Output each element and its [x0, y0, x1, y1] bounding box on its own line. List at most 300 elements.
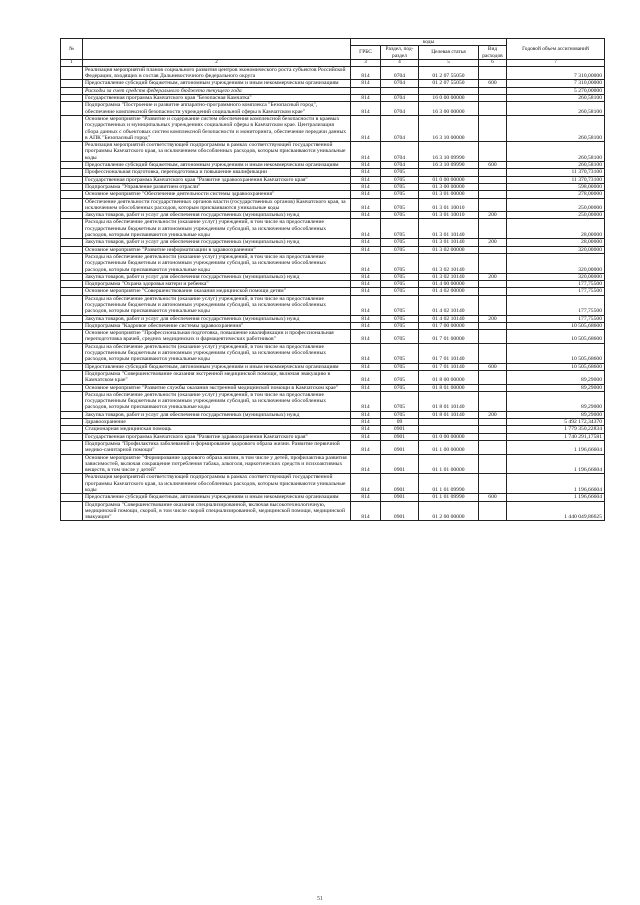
- row-razdel-cell: 0705: [381, 183, 419, 190]
- row-grbs-cell: 814: [351, 370, 381, 384]
- row-sum-cell: 89,29000: [507, 411, 605, 418]
- table-body: [61, 66, 605, 521]
- row-sum-cell: 10 505,68600: [507, 363, 605, 370]
- row-name-cell: Подпрограмма "Совершенствование оказания экстренной медицинской помощи, включая эвакуацию в Камчатском крае": [83, 370, 351, 384]
- row-name-cell: Основное мероприятие "Профессиональная подготовка, повышение квалификации и профессиональная переподготовка врачей, средних медицинских и фармацевтических работников": [83, 330, 351, 344]
- row-cst-cell: 01 3 01 10010: [419, 212, 479, 219]
- budget-table: [60, 38, 605, 521]
- row-grbs-cell: 814: [351, 246, 381, 253]
- row-razdel-cell: 0705: [381, 198, 419, 212]
- row-num-cell: [61, 295, 83, 315]
- row-razdel-cell: 0705: [381, 281, 419, 288]
- header-cst: Целевая статья: [419, 46, 479, 60]
- row-name-cell: Подпрограмма "Построение и развитие аппаратно-программного комплекса "Безопасный город", обеспечение комплексной безопасности учреждений социальной сферы в Камчатском крае": [83, 102, 351, 116]
- row-vr-cell: 600: [479, 80, 507, 87]
- row-num-cell: [61, 281, 83, 288]
- header-codes: коды: [351, 39, 507, 46]
- row-grbs-cell: 814: [351, 315, 381, 322]
- row-grbs-cell: 814: [351, 191, 381, 198]
- row-num-cell: [61, 494, 83, 501]
- table-row: [61, 419, 605, 426]
- row-cst-cell: 01 7 00 00000: [419, 322, 479, 329]
- colnum-5: 5: [419, 59, 479, 66]
- row-vr-cell: [479, 176, 507, 183]
- row-cst-cell: 01 0 00 00000: [419, 433, 479, 440]
- row-razdel-cell: 0901: [381, 433, 419, 440]
- row-num-cell: [61, 239, 83, 246]
- table-row: [61, 440, 605, 454]
- row-num-cell: [61, 426, 83, 433]
- row-razdel-cell: 0705: [381, 370, 419, 384]
- table-row: [61, 102, 605, 116]
- row-num-cell: [61, 191, 83, 198]
- row-grbs-cell: 814: [351, 176, 381, 183]
- row-grbs-cell: 814: [351, 501, 381, 521]
- row-sum-cell: 11 370,73100: [507, 169, 605, 176]
- row-grbs-cell: 814: [351, 219, 381, 239]
- row-grbs-cell: 814: [351, 169, 381, 176]
- row-sum-cell: 10 505,68600: [507, 322, 605, 329]
- row-name-cell: Основное мероприятие "Развитие и содержание систем обеспечения комплексной безопасности в краевых государственных и муниципальных учреждениях социальной сферы в Камчатском крае. Централизация сбора данных с объектовых систем комплексной безопасности и мониторинга, обеспечение передачи данных в АПК "Безопасный город": [83, 115, 351, 141]
- row-name-cell: Профессиональная подготовка, переподготовка и повышение квалификации: [83, 169, 351, 176]
- row-sum-cell: 28,00000: [507, 239, 605, 246]
- table-row: [61, 191, 605, 198]
- row-razdel-cell: 0704: [381, 102, 419, 116]
- row-name-cell: Основное мероприятие "Обеспечение деятельности системы здравоохранения": [83, 191, 351, 198]
- row-sum-cell: 11 370,73100: [507, 176, 605, 183]
- row-razdel-cell: 0705: [381, 246, 419, 253]
- row-sum-cell: 260,58100: [507, 162, 605, 169]
- row-num-cell: [61, 370, 83, 384]
- row-vr-cell: [479, 246, 507, 253]
- row-grbs-cell: 814: [351, 102, 381, 116]
- table-row: [61, 253, 605, 273]
- row-grbs-cell: 814: [351, 281, 381, 288]
- header-vr: Вид расходов: [479, 46, 507, 60]
- row-num-cell: [61, 102, 83, 116]
- row-num-cell: [61, 183, 83, 190]
- row-razdel-cell: 0901: [381, 474, 419, 494]
- row-sum-cell: 260,58100: [507, 102, 605, 116]
- row-cst-cell: 01 8 00 00000: [419, 370, 479, 384]
- row-razdel-cell: [381, 87, 419, 94]
- row-cst-cell: [419, 87, 479, 94]
- row-razdel-cell: 0705: [381, 176, 419, 183]
- row-grbs-cell: 814: [351, 391, 381, 411]
- row-num-cell: [61, 501, 83, 521]
- row-name-cell: Расходы на обеспечение деятельности (оказание услуг) учреждений, в том числе на предоставление государственным бюджетным и автономным учреждениям субсидий, за исключением обособленных расходов, которым присваиваются уникальные коды: [83, 219, 351, 239]
- row-vr-cell: [479, 391, 507, 411]
- row-name-cell: Расходы за счет средств федерального бюджета текущего года: [83, 87, 351, 94]
- row-grbs-cell: 814: [351, 162, 381, 169]
- row-vr-cell: 600: [479, 162, 507, 169]
- row-sum-cell: 89,29000: [507, 370, 605, 384]
- row-vr-cell: [479, 169, 507, 176]
- row-name-cell: Предоставление субсидий бюджетным, автономным учреждениям и иным некоммерческим организациям: [83, 162, 351, 169]
- row-sum-cell: 177,75500: [507, 315, 605, 322]
- table-row: [61, 494, 605, 501]
- row-cst-cell: 01 0 00 00000: [419, 176, 479, 183]
- row-num-cell: [61, 330, 83, 344]
- row-num-cell: [61, 169, 83, 176]
- row-sum-cell: 1 196,66604: [507, 440, 605, 454]
- row-vr-cell: [479, 87, 507, 94]
- row-grbs-cell: [351, 87, 381, 94]
- row-grbs-cell: 814: [351, 95, 381, 102]
- row-vr-cell: [479, 288, 507, 295]
- row-vr-cell: [479, 426, 507, 433]
- row-cst-cell: 01 8 01 00000: [419, 384, 479, 391]
- table-row: [61, 426, 605, 433]
- row-razdel-cell: 0704: [381, 66, 419, 80]
- table-row: [61, 142, 605, 162]
- row-cst-cell: 01 3 01 10140: [419, 239, 479, 246]
- colnum-2: 2: [83, 59, 351, 66]
- row-cst-cell: 16 3 10 09990: [419, 162, 479, 169]
- row-cst-cell: 01 3 01 10140: [419, 219, 479, 239]
- row-sum-cell: 5 270,00000: [507, 87, 605, 94]
- table-row: [61, 391, 605, 411]
- row-grbs-cell: 814: [351, 239, 381, 246]
- row-razdel-cell: 0705: [381, 219, 419, 239]
- row-name-cell: Основное мероприятие "Развитие службы оказания экстренной медицинской помощи в Камчатском крае": [83, 384, 351, 391]
- row-vr-cell: [479, 102, 507, 116]
- row-vr-cell: [479, 384, 507, 391]
- row-cst-cell: 01 7 01 00000: [419, 330, 479, 344]
- header-sum: Годовой объем ассигнований: [507, 39, 605, 60]
- table-row: [61, 433, 605, 440]
- row-num-cell: [61, 454, 83, 474]
- row-num-cell: [61, 411, 83, 418]
- row-sum-cell: 278,00000: [507, 191, 605, 198]
- row-num-cell: [61, 176, 83, 183]
- table-row: [61, 474, 605, 494]
- table-row: [61, 411, 605, 418]
- row-razdel-cell: 09: [381, 419, 419, 426]
- row-grbs-cell: 814: [351, 115, 381, 141]
- row-grbs-cell: 814: [351, 384, 381, 391]
- row-vr-cell: [479, 343, 507, 363]
- row-grbs-cell: 814: [351, 212, 381, 219]
- row-grbs-cell: 814: [351, 433, 381, 440]
- row-num-cell: [61, 288, 83, 295]
- row-name-cell: Здравоохранение: [83, 419, 351, 426]
- row-vr-cell: [479, 281, 507, 288]
- row-name-cell: Государственная программа Камчатского края "Развитие здравоохранения Камчатского края": [83, 433, 351, 440]
- row-cst-cell: [419, 169, 479, 176]
- row-name-cell: Предоставление субсидий бюджетным, автономным учреждениям и иным некоммерческим организациям: [83, 80, 351, 87]
- row-cst-cell: 01 8 01 10140: [419, 411, 479, 418]
- row-grbs-cell: 814: [351, 80, 381, 87]
- row-grbs-cell: 814: [351, 198, 381, 212]
- row-cst-cell: 01 2 07 55050: [419, 80, 479, 87]
- row-sum-cell: 598,00000: [507, 183, 605, 190]
- table-row: [61, 281, 605, 288]
- row-sum-cell: 320,00000: [507, 273, 605, 280]
- row-grbs-cell: 814: [351, 419, 381, 426]
- row-num-cell: [61, 343, 83, 363]
- row-razdel-cell: 0705: [381, 384, 419, 391]
- row-cst-cell: 01 1 01 09990: [419, 494, 479, 501]
- row-grbs-cell: 814: [351, 288, 381, 295]
- row-name-cell: Подпрограмма "Кадровое обеспечение системы здравоохранения": [83, 322, 351, 329]
- row-sum-cell: 177,75500: [507, 288, 605, 295]
- row-sum-cell: 89,29000: [507, 384, 605, 391]
- table-row: [61, 322, 605, 329]
- table-row: [61, 212, 605, 219]
- row-name-cell: Закупка товаров, работ и услуг для обеспечения государственных (муниципальных) нужд: [83, 273, 351, 280]
- row-grbs-cell: 814: [351, 142, 381, 162]
- row-razdel-cell: 0704: [381, 80, 419, 87]
- table-row: [61, 219, 605, 239]
- row-grbs-cell: 814: [351, 183, 381, 190]
- row-name-cell: Подпрограмма "Профилактика заболеваний и формирование здорового образа жизни. Развитие первичной медико-санитарной помощи": [83, 440, 351, 454]
- table-row: [61, 183, 605, 190]
- row-name-cell: Основное мероприятие "Развитие информатизации в здравоохранении": [83, 246, 351, 253]
- row-num-cell: [61, 198, 83, 212]
- row-cst-cell: 01 4 02 00000: [419, 288, 479, 295]
- row-num-cell: [61, 219, 83, 239]
- table-row: [61, 343, 605, 363]
- row-num-cell: [61, 80, 83, 87]
- row-num-cell: [61, 315, 83, 322]
- row-razdel-cell: 0901: [381, 426, 419, 433]
- row-num-cell: [61, 419, 83, 426]
- row-num-cell: [61, 273, 83, 280]
- row-vr-cell: [479, 322, 507, 329]
- row-num-cell: [61, 474, 83, 494]
- row-cst-cell: 01 3 00 00000: [419, 183, 479, 190]
- row-sum-cell: 177,75500: [507, 281, 605, 288]
- row-vr-cell: [479, 474, 507, 494]
- row-num-cell: [61, 440, 83, 454]
- row-vr-cell: [479, 95, 507, 102]
- row-name-cell: Подпрограмма "Управление развитием отрасли": [83, 183, 351, 190]
- row-num-cell: [61, 253, 83, 273]
- colnum-4: 4: [381, 59, 419, 66]
- row-razdel-cell: 0705: [381, 191, 419, 198]
- row-vr-cell: 200: [479, 212, 507, 219]
- colnum-1: 1: [61, 59, 83, 66]
- row-num-cell: [61, 322, 83, 329]
- row-vr-cell: 600: [479, 494, 507, 501]
- table-row: [61, 80, 605, 87]
- row-grbs-cell: 814: [351, 273, 381, 280]
- row-razdel-cell: 0705: [381, 288, 419, 295]
- row-num-cell: [61, 162, 83, 169]
- row-name-cell: Подпрограмма "Совершенствование оказания специализированной, включая высокотехнологичную, медицинской помощи, скорой, в том числе скорой специализированной, медицинской помощи, медицинской эвакуации": [83, 501, 351, 521]
- row-cst-cell: 01 2 07 55050: [419, 66, 479, 80]
- row-razdel-cell: 0901: [381, 454, 419, 474]
- row-name-cell: Расходы на обеспечение деятельности (оказание услуг) учреждений, в том числе на предоставление государственным бюджетным и автономным учреждениям субсидий, за исключением обособленных расходов, которым присваиваются уникальные коды: [83, 343, 351, 363]
- row-cst-cell: 01 3 01 10010: [419, 198, 479, 212]
- row-grbs-cell: 814: [351, 66, 381, 80]
- row-razdel-cell: 0704: [381, 142, 419, 162]
- row-grbs-cell: 814: [351, 343, 381, 363]
- row-name-cell: Обеспечение деятельности государственных органов власти (государственных органов) Камчатского края, за исключением обособленных расходов, которым присваиваются уникальные коды: [83, 198, 351, 212]
- row-vr-cell: [479, 433, 507, 440]
- row-num-cell: [61, 384, 83, 391]
- row-vr-cell: 600: [479, 363, 507, 370]
- row-vr-cell: 200: [479, 273, 507, 280]
- row-num-cell: [61, 391, 83, 411]
- table-row: [61, 315, 605, 322]
- row-num-cell: [61, 246, 83, 253]
- row-vr-cell: [479, 191, 507, 198]
- row-cst-cell: 01 3 01 00000: [419, 191, 479, 198]
- row-name-cell: Закупка товаров, работ и услуг для обеспечения государственных (муниципальных) нужд: [83, 212, 351, 219]
- row-num-cell: [61, 87, 83, 94]
- row-vr-cell: 200: [479, 315, 507, 322]
- row-vr-cell: [479, 440, 507, 454]
- row-name-cell: Реализация мероприятий соответствующей подпрограммы в рамках соответствующей государственной программы Камчатского края, за исключением обособленных расходов, которым присваиваются уникальные коды: [83, 142, 351, 162]
- row-name-cell: Расходы на обеспечение деятельности (оказание услуг) учреждений, в том числе на предоставление государственным бюджетным и автономным учреждениям субсидий, за исключением обособленных расходов, которым присваиваются уникальные коды: [83, 391, 351, 411]
- header-grbs: ГРБС: [351, 46, 381, 60]
- row-razdel-cell: 0901: [381, 494, 419, 501]
- row-cst-cell: 01 2 00 00000: [419, 501, 479, 521]
- row-num-cell: [61, 95, 83, 102]
- colnum-7: 7: [507, 59, 605, 66]
- row-vr-cell: [479, 198, 507, 212]
- row-vr-cell: [479, 183, 507, 190]
- row-razdel-cell: 0901: [381, 440, 419, 454]
- row-sum-cell: 10 505,68600: [507, 330, 605, 344]
- table-row: [61, 115, 605, 141]
- colnum-6: 6: [479, 59, 507, 66]
- table-row: [61, 330, 605, 344]
- row-vr-cell: [479, 295, 507, 315]
- row-razdel-cell: 0705: [381, 330, 419, 344]
- row-razdel-cell: 0705: [381, 212, 419, 219]
- row-sum-cell: 260,58100: [507, 95, 605, 102]
- budget-page: [60, 38, 604, 521]
- row-name-cell: Подпрограмма "Охрана здоровья матери и ребенка": [83, 281, 351, 288]
- row-vr-cell: 200: [479, 411, 507, 418]
- row-cst-cell: 16 0 00 00000: [419, 95, 479, 102]
- row-sum-cell: 1 740 291,17581: [507, 433, 605, 440]
- row-cst-cell: 01 1 01 00000: [419, 454, 479, 474]
- row-razdel-cell: 0901: [381, 501, 419, 521]
- row-num-cell: [61, 433, 83, 440]
- row-name-cell: Закупка товаров, работ и услуг для обеспечения государственных (муниципальных) нужд: [83, 411, 351, 418]
- row-cst-cell: 01 3 02 10140: [419, 253, 479, 273]
- row-grbs-cell: 814: [351, 411, 381, 418]
- row-sum-cell: 177,75500: [507, 295, 605, 315]
- table-row: [61, 370, 605, 384]
- header-razdel: Раздел, под-раздел: [381, 46, 419, 60]
- table-row: [61, 454, 605, 474]
- row-grbs-cell: 814: [351, 454, 381, 474]
- row-num-cell: [61, 363, 83, 370]
- row-razdel-cell: 0705: [381, 239, 419, 246]
- row-sum-cell: 28,00000: [507, 219, 605, 239]
- header-name: [83, 39, 351, 60]
- row-cst-cell: 01 4 02 10140: [419, 315, 479, 322]
- row-vr-cell: 200: [479, 239, 507, 246]
- row-sum-cell: 1 779 350,22834: [507, 426, 605, 433]
- row-vr-cell: [479, 501, 507, 521]
- row-grbs-cell: 814: [351, 426, 381, 433]
- row-sum-cell: 10 505,68600: [507, 343, 605, 363]
- row-name-cell: Основное мероприятие "Совершенствование оказания медицинской помощи детям": [83, 288, 351, 295]
- row-grbs-cell: 814: [351, 440, 381, 454]
- page-number: 51: [317, 896, 323, 902]
- row-name-cell: Реализация мероприятий соответствующей подпрограммы в рамках соответствующей государственной программы Камчатского края, за исключением обособленных расходов, которым присваиваются уникальные коды: [83, 474, 351, 494]
- row-grbs-cell: 814: [351, 295, 381, 315]
- row-name-cell: Расходы на обеспечение деятельности (оказание услуг) учреждений, в том числе на предоставление государственным бюджетным и автономным учреждениям субсидий, за исключением обособленных расходов, которым присваиваются уникальные коды: [83, 295, 351, 315]
- row-sum-cell: 320,00000: [507, 246, 605, 253]
- row-sum-cell: 89,29000: [507, 391, 605, 411]
- row-sum-cell: 1 196,66604: [507, 454, 605, 474]
- row-razdel-cell: 0705: [381, 295, 419, 315]
- row-razdel-cell: 0704: [381, 162, 419, 169]
- row-name-cell: Закупка товаров, работ и услуг для обеспечения государственных (муниципальных) нужд: [83, 239, 351, 246]
- row-grbs-cell: 814: [351, 253, 381, 273]
- row-vr-cell: [479, 66, 507, 80]
- row-cst-cell: 01 1 00 00000: [419, 440, 479, 454]
- row-cst-cell: 01 3 02 10140: [419, 273, 479, 280]
- row-cst-cell: 01 8 01 10140: [419, 391, 479, 411]
- row-name-cell: Стационарная медицинская помощь: [83, 426, 351, 433]
- table-row: [61, 363, 605, 370]
- row-razdel-cell: 0705: [381, 343, 419, 363]
- row-razdel-cell: 0705: [381, 315, 419, 322]
- row-cst-cell: 01 4 00 00000: [419, 281, 479, 288]
- row-sum-cell: 320,00000: [507, 253, 605, 273]
- row-name-cell: Государственная программа Камчатского края "Развитие здравоохранения Камчатского края": [83, 176, 351, 183]
- row-name-cell: Закупка товаров, работ и услуг для обеспечения государственных (муниципальных) нужд: [83, 315, 351, 322]
- row-sum-cell: 1 440 049,86625: [507, 501, 605, 521]
- row-name-cell: Реализация мероприятий планов социального развития центров экономического роста субъектов Российской Федерации, входящих в состав Дальневосточного федерального округа: [83, 66, 351, 80]
- row-vr-cell: [479, 419, 507, 426]
- row-cst-cell: [419, 426, 479, 433]
- table-row: [61, 288, 605, 295]
- row-razdel-cell: 0705: [381, 253, 419, 273]
- row-name-cell: Основное мероприятие "Формирование здорового образа жизни, в том числе у детей, профилактика развития зависимостей, включая сокращение потребления табака, алкоголя, наркотических средств и психоактивных веществ, в том числе у детей": [83, 454, 351, 474]
- row-cst-cell: 01 4 02 10140: [419, 295, 479, 315]
- row-num-cell: [61, 115, 83, 141]
- row-cst-cell: 01 7 01 10140: [419, 343, 479, 363]
- table-row: [61, 246, 605, 253]
- row-sum-cell: 250,00000: [507, 198, 605, 212]
- table-row: [61, 384, 605, 391]
- row-vr-cell: [479, 370, 507, 384]
- colnum-3: 3: [351, 59, 381, 66]
- table-row: [61, 162, 605, 169]
- table-row: [61, 198, 605, 212]
- row-vr-cell: [479, 115, 507, 141]
- row-vr-cell: [479, 253, 507, 273]
- row-sum-cell: 1 196,66604: [507, 494, 605, 501]
- header-num: №: [61, 39, 83, 60]
- row-name-cell: Государственная программа Камчатского края "Безопасная Камчатка": [83, 95, 351, 102]
- row-grbs-cell: 814: [351, 494, 381, 501]
- row-sum-cell: 260,58100: [507, 142, 605, 162]
- row-sum-cell: 5 492 172,34370: [507, 419, 605, 426]
- table-row: [61, 66, 605, 80]
- row-razdel-cell: 0705: [381, 322, 419, 329]
- table-row: [61, 95, 605, 102]
- row-razdel-cell: 0705: [381, 363, 419, 370]
- row-razdel-cell: 0705: [381, 411, 419, 418]
- row-vr-cell: [479, 454, 507, 474]
- row-num-cell: [61, 66, 83, 80]
- table-row: [61, 239, 605, 246]
- row-sum-cell: 7 310,00000: [507, 66, 605, 80]
- row-razdel-cell: 0705: [381, 169, 419, 176]
- row-razdel-cell: 0704: [381, 115, 419, 141]
- row-vr-cell: [479, 219, 507, 239]
